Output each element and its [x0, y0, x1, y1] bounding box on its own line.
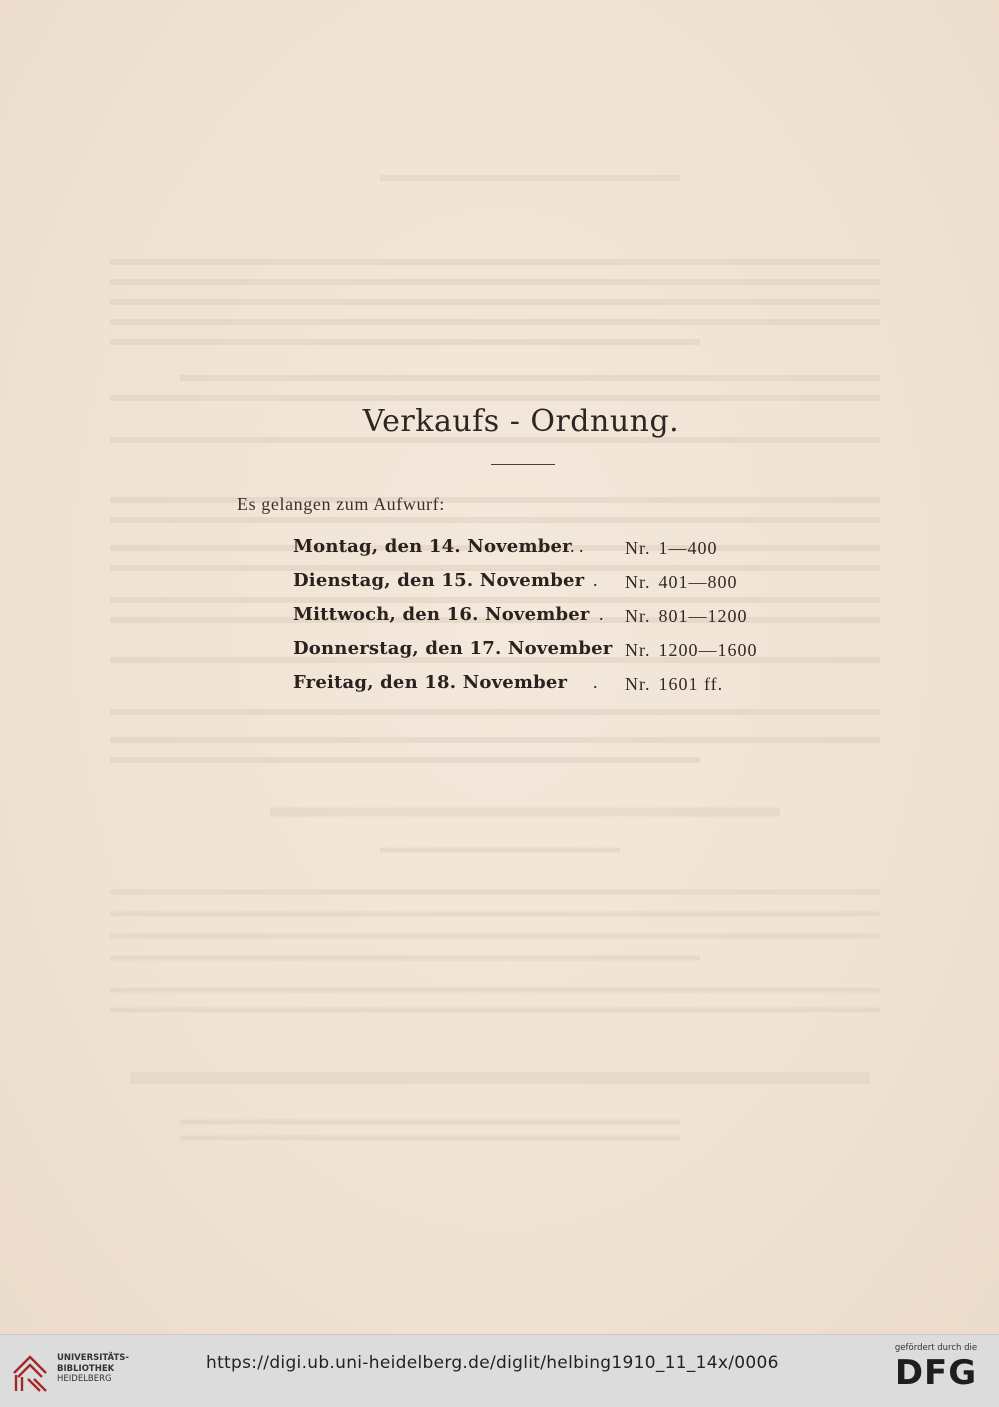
- schedule-day: Donnerstag, den 17. November: [293, 638, 613, 659]
- university-library-logo-icon[interactable]: [10, 1347, 50, 1395]
- title-divider: [491, 464, 555, 465]
- auction-schedule: [293, 536, 813, 706]
- lot-prefix: Nr.: [625, 640, 651, 660]
- lot-range: [625, 606, 748, 627]
- lot-prefix: Nr.: [625, 674, 651, 694]
- lot-numbers: 1200—1600: [658, 640, 758, 660]
- dfg-logo-icon: DFG: [894, 1353, 978, 1393]
- lot-numbers: 401—800: [658, 572, 738, 592]
- viewer-footer: [0, 1334, 999, 1407]
- page-title: Verkaufs - Ordnung.: [362, 404, 680, 439]
- schedule-leader-dots: .: [593, 570, 598, 590]
- lot-numbers: 801—1200: [658, 606, 748, 626]
- lot-range: [625, 640, 758, 661]
- schedule-day: Montag, den 14. November: [293, 536, 572, 557]
- library-name-line: UNIVERSITÄTS-: [57, 1353, 129, 1363]
- dfg-funding-badge[interactable]: [887, 1343, 985, 1401]
- lot-numbers: 1601 ff.: [658, 674, 724, 694]
- lot-range: [625, 674, 723, 695]
- schedule-leader-dots: .: [599, 604, 604, 624]
- schedule-day: Dienstag, den 15. November: [293, 570, 585, 591]
- library-name-line: HEIDELBERG: [57, 1374, 112, 1384]
- schedule-leader-dots: .: [593, 672, 598, 692]
- schedule-day: Mittwoch, den 16. November: [293, 604, 590, 625]
- lot-prefix: Nr.: [625, 572, 651, 592]
- university-library-name[interactable]: [57, 1353, 129, 1385]
- lot-range: [625, 572, 738, 593]
- lot-numbers: 1—400: [658, 538, 718, 558]
- intro-text: Es gelangen zum Aufwurf:: [237, 494, 445, 514]
- library-name-line: BIBLIOTHEK: [57, 1363, 115, 1374]
- schedule-day: Freitag, den 18. November: [293, 672, 568, 693]
- schedule-row: [293, 570, 813, 604]
- schedule-leader-dots: . .: [570, 536, 584, 556]
- schedule-row: [293, 672, 813, 706]
- funded-by-label: gefördert durch die: [894, 1343, 978, 1353]
- permalink-url[interactable]: https://digi.ub.uni-heidelberg.de/diglit/helbing1910_11_14x/0006: [206, 1353, 779, 1373]
- lot-prefix: Nr.: [625, 538, 651, 558]
- schedule-row: [293, 536, 813, 570]
- lot-prefix: Nr.: [625, 606, 651, 626]
- lot-range: [625, 538, 718, 559]
- schedule-row: [293, 638, 813, 672]
- schedule-row: [293, 604, 813, 638]
